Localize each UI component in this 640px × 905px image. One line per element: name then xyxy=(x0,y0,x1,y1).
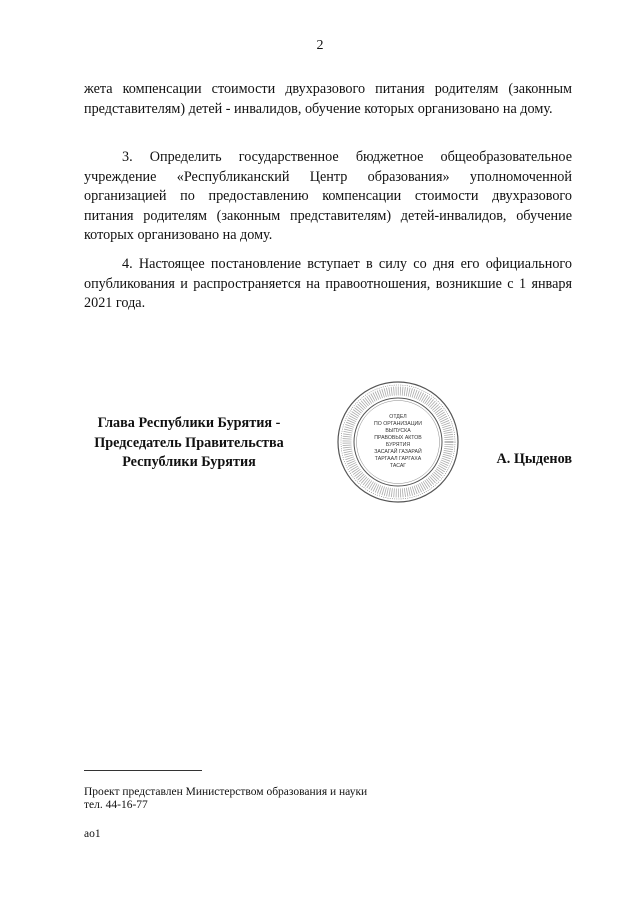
signatory-name: А. Цыденов xyxy=(496,451,572,467)
seal-text: ОТДЕЛ xyxy=(389,414,407,420)
signatory-title xyxy=(60,414,318,473)
seal-text: ТАРГААЛ ГАРГАХА xyxy=(374,456,422,462)
signatory-title-line: Глава Республики Бурятия - xyxy=(97,415,281,431)
footer-divider xyxy=(84,770,202,771)
official-seal-icon xyxy=(336,380,460,504)
paragraph-2: 3. Определить государственное бюджетное общеобразовательное учреждение «Республиканский Центр образования» уполномоченной организацией по предоставлению компенсации стоимости двухразового питания родителям (законным представителям) детей-инвалидов, обучение которых организовано на дому. xyxy=(84,149,572,243)
seal-text: ПРАВОВЫХ АКТОВ xyxy=(374,435,422,441)
seal-text: ЗАСАГАЙ ГАЗАРАЙ xyxy=(374,449,422,455)
seal-text: ПО ОРГАНИЗАЦИИ xyxy=(374,421,422,427)
footer-code: ао1 xyxy=(84,828,101,840)
paragraph-3: 4. Настоящее постановление вступает в силу со дня его официального опубликования и распространяется на правоотношения, возникшие с 1 января 2021 года. xyxy=(84,256,572,311)
signatory-title-line: Республики Бурятия xyxy=(122,454,256,470)
seal-text: ТАСАГ xyxy=(389,463,407,469)
footer-project-note: Проект представлен Министерством образования и науки xyxy=(84,786,368,798)
footer-phone: тел. 44-16-77 xyxy=(84,799,148,811)
signatory-title-line: Председатель Правительства xyxy=(94,434,284,451)
seal-text: ВЫПУСКА xyxy=(385,428,411,434)
page-number: 2 xyxy=(316,38,324,53)
seal-text: БУРЯТИЯ xyxy=(385,442,411,448)
paragraph-1: жета компенсации стоимости двухразового питания родителям (законным представителям) детей - инвалидов, обучение которых организовано на дому. xyxy=(84,81,572,117)
